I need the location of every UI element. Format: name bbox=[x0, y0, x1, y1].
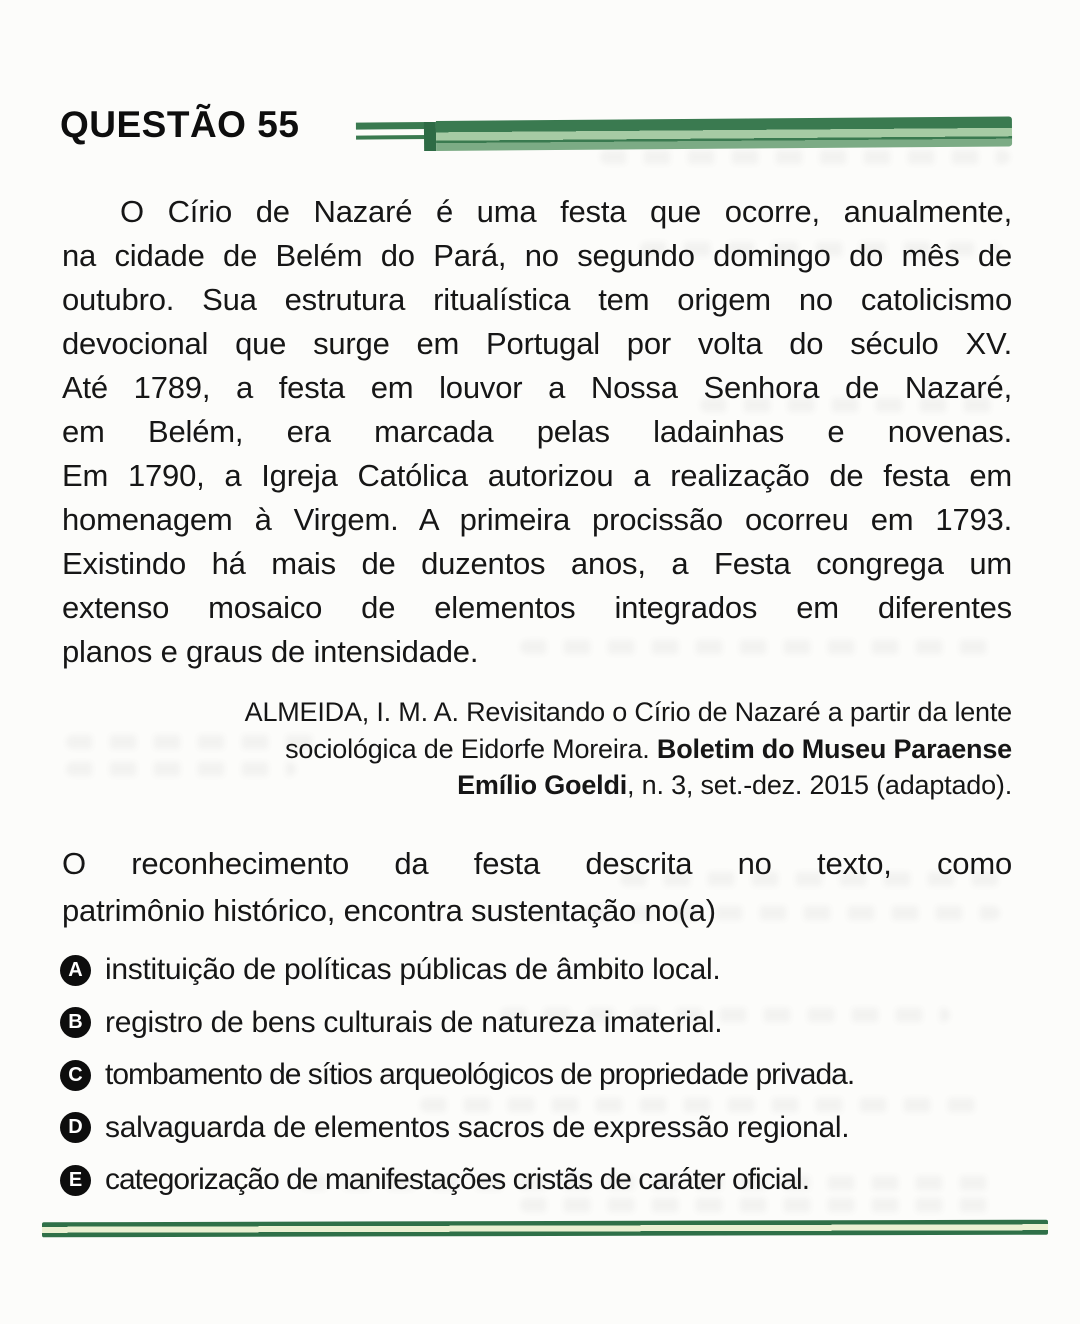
passage-line: outubro. Sua estrutura ritualística tem origem no catolicismo bbox=[62, 282, 1012, 317]
option-text: salvaguarda de elementos sacros de expressão regional. bbox=[105, 1110, 850, 1144]
option-text: registro de bens culturais de natureza imaterial. bbox=[105, 1005, 723, 1039]
source-citation bbox=[152, 694, 1012, 804]
question-header-bar bbox=[356, 114, 1012, 151]
passage-line: planos e graus de intensidade. bbox=[62, 634, 479, 669]
passage-line: Existindo há mais de duzentos anos, a Festa congrega um bbox=[62, 546, 1012, 581]
passage-line: extenso mosaico de elementos integrados em diferentes bbox=[62, 590, 1012, 625]
passage-line: em Belém, era marcada pelas ladainhas e novenas. bbox=[62, 414, 1012, 449]
passage-line: homenagem à Virgem. A primeira procissão ocorreu em 1793. bbox=[62, 502, 1012, 537]
citation-journal-name: Boletim do Museu Paraense bbox=[656, 733, 1012, 764]
citation-line bbox=[152, 694, 1012, 731]
option-d bbox=[60, 1102, 1030, 1155]
passage-line: devocional que surge em Portugal por volta do século XV. bbox=[62, 326, 1012, 361]
passage-line: O Círio de Nazaré é uma festa que ocorre, anualmente, bbox=[120, 194, 1012, 229]
passage-line: na cidade de Belém do Pará, no segundo domingo do mês de bbox=[62, 238, 1012, 273]
citation-line bbox=[152, 767, 1012, 804]
scan-bleed-artifact bbox=[600, 150, 1010, 164]
bottom-separator-line bbox=[42, 1220, 1048, 1238]
option-letter-badge: C bbox=[60, 1060, 91, 1091]
option-e bbox=[60, 1154, 1030, 1207]
option-letter-badge: D bbox=[60, 1112, 91, 1143]
passage-line: Até 1789, a festa em louvor a Nossa Senhora de Nazaré, bbox=[62, 370, 1012, 405]
option-letter-badge: B bbox=[60, 1007, 91, 1038]
option-text: tombamento de sítios arqueológicos de propriedade privada. bbox=[105, 1058, 855, 1092]
option-b bbox=[60, 997, 1030, 1050]
stem-line: O reconhecimento da festa descrita no texto, como bbox=[62, 846, 1012, 881]
option-letter-badge: E bbox=[60, 1165, 91, 1196]
passage-line: Em 1790, a Igreja Católica autorizou a realização de festa em bbox=[62, 458, 1012, 493]
option-text: categorização de manifestações cristãs de caráter oficial. bbox=[105, 1163, 810, 1197]
bar-notch bbox=[424, 122, 436, 151]
option-a bbox=[60, 944, 1030, 997]
passage-text bbox=[62, 190, 1012, 674]
option-text: instituição de políticas públicas de âmbito local. bbox=[105, 953, 721, 987]
question-number: QUESTÃO 55 bbox=[60, 104, 300, 145]
citation-text: ALMEIDA, I. M. A. Revisitando o Círio de Nazaré a partir da lente bbox=[244, 697, 1012, 727]
citation-line bbox=[152, 731, 1012, 768]
question-stem bbox=[62, 840, 1012, 934]
stem-line: patrimônio histórico, encontra sustentação no(a) bbox=[62, 893, 716, 928]
citation-text: , n. 3, set.-dez. 2015 (adaptado). bbox=[627, 770, 1012, 800]
bar-top-stripe bbox=[356, 122, 430, 130]
option-c bbox=[60, 1049, 1030, 1102]
option-letter-badge: A bbox=[60, 955, 91, 986]
bar-main-band bbox=[436, 116, 1012, 151]
citation-journal-name: Emílio Goeldi bbox=[457, 770, 628, 800]
citation-text: sociológica de Eidorfe Moreira. bbox=[285, 733, 657, 764]
bar-mid-stripe bbox=[356, 135, 430, 140]
answer-options bbox=[60, 944, 1030, 1207]
